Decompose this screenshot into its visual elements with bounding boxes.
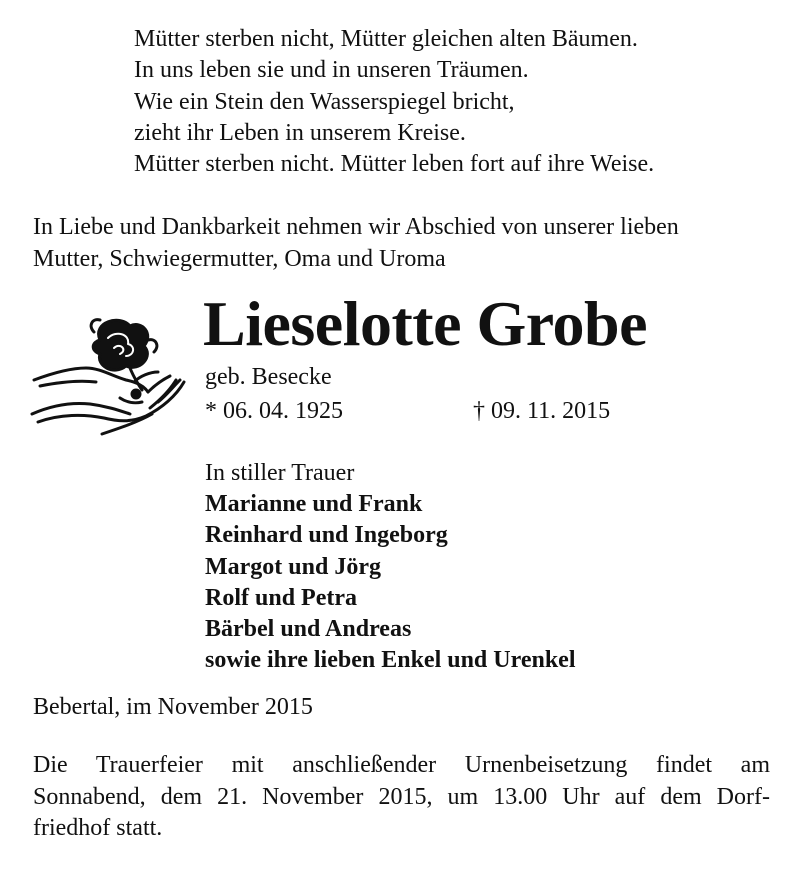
mourner-entry: Rolf und Petra [205,584,357,611]
death-date: † 09. 11. 2015 [473,398,611,424]
poem-line: Mütter sterben nicht. Mütter leben fort auf ihre Weise. [134,151,655,178]
service-line: Die Trauerfeier mit anschließender Urnenbeisetzung findet am [33,752,770,778]
mourner-entry: Bärbel und Andreas [205,616,412,643]
mourner-entry: Margot und Jörg [205,553,381,580]
mourners-list [205,489,576,677]
place-and-date: Bebertal, im November 2015 [33,694,313,720]
mourner-entry: sowie ihre lieben Enkel und Urenkel [205,647,576,674]
birth-date: * 06. 04. 1925 [205,398,343,424]
hands-holding-rose-icon [30,310,190,445]
deceased-name: Lieselotte Grobe [203,288,648,359]
intro-line: Mutter, Schwiegermutter, Oma und Uroma [33,245,446,272]
mourner-entry: Marianne und Frank [205,491,423,517]
poem-line: Mütter sterben nicht, Mütter gleichen alten Bäumen. [134,26,638,52]
poem-line: zieht ihr Leben in unserem Kreise. [134,119,466,146]
mourning-label: In stiller Trauer [205,460,355,486]
maiden-name: geb. Besecke [205,364,332,390]
intro-line: In Liebe und Dankbarkeit nehmen wir Abschied von unserer lieben [33,214,679,240]
poem [134,24,654,180]
mourner-entry: Reinhard und Ingeborg [205,522,448,549]
service-line: Sonnabend, dem 21. November 2015, um 13.00 Uhr auf dem Dorf- [33,783,770,810]
funeral-service-info [33,750,770,845]
poem-line: Wie ein Stein den Wasserspiegel bricht, [134,88,515,115]
farewell-intro [33,212,773,275]
service-line: friedhof statt. [33,815,163,841]
poem-line: In uns leben sie und in unseren Träumen. [134,57,529,84]
